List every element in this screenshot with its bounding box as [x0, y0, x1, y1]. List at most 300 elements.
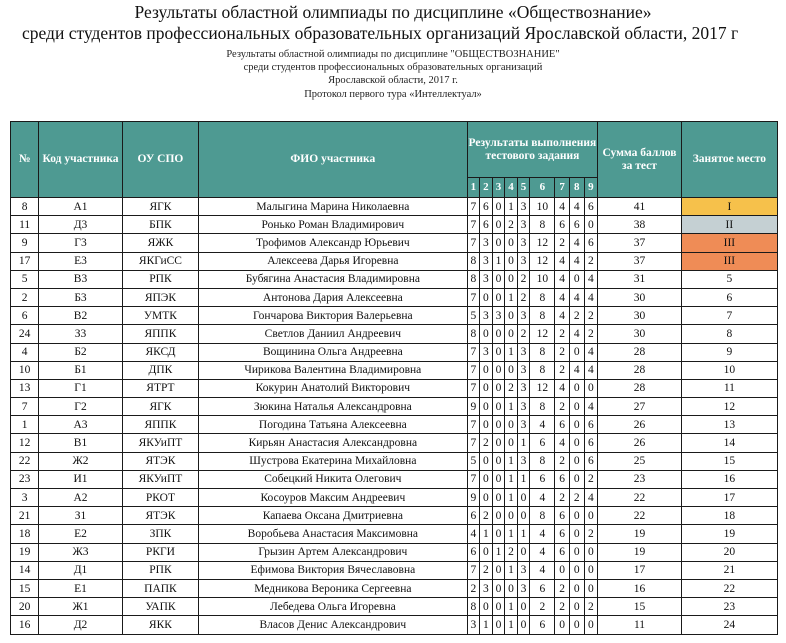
- cell-score: 0: [492, 270, 505, 288]
- cell-org: БПК: [122, 216, 198, 234]
- results-table: [10, 121, 778, 635]
- cell-score: 12: [530, 379, 555, 397]
- cell-score: 7: [467, 434, 480, 452]
- cell-sum: 22: [598, 489, 682, 507]
- cell-org: ЯГК: [122, 198, 198, 216]
- cell-score: 6: [480, 216, 493, 234]
- protocol-heading-line4: Протокол первого тура «Интеллектуал»: [304, 89, 482, 100]
- cell-score: 3: [517, 379, 530, 397]
- cell-score: 3: [517, 361, 530, 379]
- cell-score: 0: [492, 489, 505, 507]
- cell-code: Ж2: [39, 452, 123, 470]
- cell-place: II: [681, 216, 777, 234]
- column-header-code: Код участника: [39, 122, 123, 198]
- cell-code: В3: [39, 270, 123, 288]
- cell-score: 2: [530, 598, 555, 616]
- cell-code: Ж1: [39, 598, 123, 616]
- cell-score: 8: [530, 288, 555, 306]
- cell-score: 2: [467, 579, 480, 597]
- cell-score: 4: [569, 288, 584, 306]
- table-row: [11, 270, 778, 288]
- cell-code: Д2: [39, 616, 123, 634]
- cell-score: 3: [480, 234, 493, 252]
- cell-score: 0: [480, 470, 493, 488]
- cell-score: 1: [517, 525, 530, 543]
- cell-score: 9: [467, 398, 480, 416]
- cell-sum: 17: [598, 561, 682, 579]
- table-row: [11, 379, 778, 397]
- cell-score: 7: [467, 234, 480, 252]
- cell-sum: 22: [598, 507, 682, 525]
- cell-score: 2: [555, 489, 570, 507]
- cell-score: 0: [492, 361, 505, 379]
- cell-score: 4: [530, 525, 555, 543]
- cell-score: 0: [480, 325, 493, 343]
- cell-score: 3: [517, 234, 530, 252]
- cell-score: 3: [492, 307, 505, 325]
- cell-score: 0: [584, 543, 598, 561]
- cell-score: 3: [517, 579, 530, 597]
- cell-score: 1: [505, 343, 518, 361]
- cell-score: 2: [480, 507, 493, 525]
- cell-place: 9: [681, 343, 777, 361]
- cell-score: 0: [492, 234, 505, 252]
- cell-score: 3: [467, 616, 480, 634]
- cell-score: 7: [467, 198, 480, 216]
- cell-score: 0: [492, 198, 505, 216]
- table-row: [11, 525, 778, 543]
- cell-score: 4: [569, 252, 584, 270]
- cell-score: 2: [555, 398, 570, 416]
- cell-score: 0: [480, 416, 493, 434]
- cell-score: 2: [584, 307, 598, 325]
- cell-num: 18: [11, 525, 39, 543]
- protocol-heading-line1: Результаты областной олимпиады по дисциплине "ОБЩЕСТВОЗНАНИЕ": [226, 49, 560, 60]
- cell-score: 6: [555, 470, 570, 488]
- cell-score: 2: [480, 561, 493, 579]
- table-row: [11, 216, 778, 234]
- cell-org: ЯКУиПТ: [122, 434, 198, 452]
- cell-score: 6: [584, 416, 598, 434]
- cell-score: 2: [517, 288, 530, 306]
- cell-score: 2: [584, 598, 598, 616]
- cell-num: 23: [11, 470, 39, 488]
- cell-sum: 28: [598, 379, 682, 397]
- cell-fio: Воробьева Анастасия Максимовна: [199, 525, 468, 543]
- cell-score: 4: [584, 398, 598, 416]
- cell-place: 16: [681, 470, 777, 488]
- cell-code: Е2: [39, 525, 123, 543]
- cell-fio: Малыгина Марина Николаевна: [199, 198, 468, 216]
- cell-score: 5: [467, 307, 480, 325]
- cell-score: 0: [492, 452, 505, 470]
- cell-score: 8: [530, 507, 555, 525]
- cell-fio: Лебедева Ольга Игоревна: [199, 598, 468, 616]
- cell-score: 3: [480, 579, 493, 597]
- cell-score: 0: [517, 543, 530, 561]
- cell-score: 0: [492, 616, 505, 634]
- task-number-header: 7: [555, 178, 570, 198]
- cell-score: 4: [584, 343, 598, 361]
- cell-score: 7: [467, 561, 480, 579]
- cell-score: 0: [505, 252, 518, 270]
- cell-place: 11: [681, 379, 777, 397]
- cell-score: 3: [517, 252, 530, 270]
- cell-score: 0: [517, 507, 530, 525]
- cell-code: А3: [39, 416, 123, 434]
- cell-score: 3: [517, 398, 530, 416]
- document-subtitle: среди студентов профессиональных образовательных организаций Ярославской области, 2017 г: [22, 23, 739, 43]
- table-row: [11, 325, 778, 343]
- cell-sum: 28: [598, 361, 682, 379]
- table-row: [11, 579, 778, 597]
- cell-score: 1: [505, 561, 518, 579]
- cell-score: 0: [505, 325, 518, 343]
- cell-org: ЯПЭК: [122, 288, 198, 306]
- cell-score: 7: [467, 470, 480, 488]
- cell-score: 8: [530, 361, 555, 379]
- cell-fio: Вощинина Ольга Андреевна: [199, 343, 468, 361]
- cell-score: 2: [505, 379, 518, 397]
- cell-code: В1: [39, 434, 123, 452]
- task-number-header: 9: [584, 178, 598, 198]
- cell-score: 6: [555, 543, 570, 561]
- cell-score: 4: [555, 270, 570, 288]
- cell-code: Б2: [39, 343, 123, 361]
- cell-num: 17: [11, 252, 39, 270]
- cell-score: 0: [569, 598, 584, 616]
- cell-fio: Погодина Татьяна Алексеевна: [199, 416, 468, 434]
- cell-score: 2: [505, 216, 518, 234]
- cell-num: 14: [11, 561, 39, 579]
- cell-score: 0: [492, 398, 505, 416]
- cell-score: 2: [584, 252, 598, 270]
- cell-score: 6: [555, 216, 570, 234]
- cell-place: 8: [681, 325, 777, 343]
- cell-score: 0: [569, 507, 584, 525]
- cell-score: 1: [505, 398, 518, 416]
- cell-sum: 30: [598, 307, 682, 325]
- cell-score: 4: [530, 416, 555, 434]
- cell-score: 0: [480, 489, 493, 507]
- cell-org: РПК: [122, 270, 198, 288]
- cell-score: 0: [569, 434, 584, 452]
- cell-fio: Медникова Вероника Сергеевна: [199, 579, 468, 597]
- cell-score: 1: [505, 198, 518, 216]
- cell-place: 21: [681, 561, 777, 579]
- cell-score: 3: [480, 343, 493, 361]
- cell-place: 20: [681, 543, 777, 561]
- cell-place: 6: [681, 288, 777, 306]
- cell-score: 0: [517, 489, 530, 507]
- cell-score: 2: [569, 489, 584, 507]
- cell-score: 3: [517, 416, 530, 434]
- cell-code: В2: [39, 307, 123, 325]
- cell-sum: 31: [598, 270, 682, 288]
- cell-score: 0: [584, 579, 598, 597]
- cell-score: 12: [530, 252, 555, 270]
- cell-score: 8: [530, 343, 555, 361]
- cell-code: Б3: [39, 288, 123, 306]
- cell-num: 19: [11, 543, 39, 561]
- cell-score: 10: [530, 270, 555, 288]
- cell-score: 0: [480, 288, 493, 306]
- cell-org: УМТК: [122, 307, 198, 325]
- cell-num: 2: [11, 288, 39, 306]
- cell-score: 4: [569, 198, 584, 216]
- cell-num: 9: [11, 234, 39, 252]
- cell-score: 0: [505, 579, 518, 597]
- cell-sum: 30: [598, 288, 682, 306]
- cell-score: 2: [555, 598, 570, 616]
- cell-score: 0: [517, 598, 530, 616]
- cell-org: ЯКК: [122, 616, 198, 634]
- cell-score: 2: [555, 325, 570, 343]
- cell-score: 8: [467, 598, 480, 616]
- cell-fio: Кирьян Анастасия Александровна: [199, 434, 468, 452]
- cell-score: 6: [555, 507, 570, 525]
- cell-score: 1: [505, 489, 518, 507]
- task-number-header: 8: [569, 178, 584, 198]
- cell-score: 1: [492, 252, 505, 270]
- cell-score: 9: [467, 489, 480, 507]
- cell-score: 0: [505, 507, 518, 525]
- cell-sum: 28: [598, 343, 682, 361]
- cell-code: Г3: [39, 234, 123, 252]
- cell-score: 6: [555, 416, 570, 434]
- table-row: [11, 470, 778, 488]
- cell-score: 0: [569, 525, 584, 543]
- cell-score: 3: [480, 270, 493, 288]
- table-row: [11, 416, 778, 434]
- cell-sum: 37: [598, 234, 682, 252]
- cell-score: 8: [530, 216, 555, 234]
- column-header-results: Результаты выполнения тестового задания: [467, 122, 598, 178]
- cell-score: 6: [555, 525, 570, 543]
- cell-score: 1: [505, 598, 518, 616]
- cell-org: ДПК: [122, 361, 198, 379]
- cell-fio: Чирикова Валентина Владимировна: [199, 361, 468, 379]
- cell-sum: 25: [598, 452, 682, 470]
- cell-score: 8: [530, 307, 555, 325]
- cell-code: А2: [39, 489, 123, 507]
- cell-num: 13: [11, 379, 39, 397]
- cell-num: 5: [11, 270, 39, 288]
- task-number-header: 4: [505, 178, 518, 198]
- table-row: [11, 198, 778, 216]
- cell-sum: 38: [598, 216, 682, 234]
- cell-fio: Грызин Артем Александрович: [199, 543, 468, 561]
- cell-score: 1: [505, 470, 518, 488]
- cell-score: 0: [492, 416, 505, 434]
- cell-score: 0: [517, 616, 530, 634]
- cell-place: 12: [681, 398, 777, 416]
- cell-place: 24: [681, 616, 777, 634]
- column-header-place: Занятое место: [681, 122, 777, 198]
- cell-num: 7: [11, 398, 39, 416]
- cell-score: 6: [569, 216, 584, 234]
- cell-code: Д3: [39, 216, 123, 234]
- cell-score: 0: [480, 598, 493, 616]
- cell-score: 0: [569, 561, 584, 579]
- cell-score: 4: [530, 561, 555, 579]
- cell-score: 0: [569, 543, 584, 561]
- cell-org: ЗПК: [122, 525, 198, 543]
- cell-fio: Шустрова Екатерина Михайловна: [199, 452, 468, 470]
- cell-score: 3: [480, 252, 493, 270]
- cell-score: 0: [584, 379, 598, 397]
- cell-code: Г1: [39, 379, 123, 397]
- task-number-header: 2: [480, 178, 493, 198]
- cell-place: 14: [681, 434, 777, 452]
- cell-score: 3: [480, 307, 493, 325]
- cell-score: 0: [569, 579, 584, 597]
- cell-score: 2: [555, 361, 570, 379]
- cell-org: РПК: [122, 561, 198, 579]
- cell-score: 6: [530, 434, 555, 452]
- cell-score: 0: [492, 507, 505, 525]
- cell-score: 6: [584, 434, 598, 452]
- cell-score: 0: [492, 288, 505, 306]
- cell-sum: 16: [598, 579, 682, 597]
- cell-score: 0: [492, 525, 505, 543]
- cell-fio: Косоуров Максим Андреевич: [199, 489, 468, 507]
- cell-score: 2: [584, 325, 598, 343]
- table-row: [11, 361, 778, 379]
- cell-org: РКГИ: [122, 543, 198, 561]
- cell-score: 0: [569, 270, 584, 288]
- table-row: [11, 489, 778, 507]
- cell-fio: Алексеева Дарья Игоревна: [199, 252, 468, 270]
- cell-num: 22: [11, 452, 39, 470]
- cell-score: 0: [505, 361, 518, 379]
- cell-score: 4: [569, 361, 584, 379]
- cell-place: 17: [681, 489, 777, 507]
- cell-score: 3: [517, 452, 530, 470]
- cell-score: 4: [555, 252, 570, 270]
- cell-sum: 23: [598, 470, 682, 488]
- cell-score: 4: [530, 543, 555, 561]
- cell-score: 0: [505, 234, 518, 252]
- cell-score: 0: [492, 379, 505, 397]
- cell-num: 3: [11, 489, 39, 507]
- table-row: [11, 398, 778, 416]
- cell-score: 0: [555, 561, 570, 579]
- cell-num: 21: [11, 507, 39, 525]
- cell-score: 4: [555, 307, 570, 325]
- cell-score: 2: [555, 234, 570, 252]
- cell-score: 2: [480, 434, 493, 452]
- cell-code: Б1: [39, 361, 123, 379]
- cell-score: 0: [492, 434, 505, 452]
- cell-score: 0: [584, 561, 598, 579]
- cell-org: ЯТЭК: [122, 507, 198, 525]
- table-row: [11, 288, 778, 306]
- cell-fio: Власов Денис Александрович: [199, 616, 468, 634]
- cell-score: 0: [492, 470, 505, 488]
- cell-sum: 27: [598, 398, 682, 416]
- cell-score: 6: [530, 470, 555, 488]
- cell-num: 12: [11, 434, 39, 452]
- cell-num: 8: [11, 198, 39, 216]
- cell-score: 0: [492, 561, 505, 579]
- cell-num: 15: [11, 579, 39, 597]
- cell-num: 11: [11, 216, 39, 234]
- cell-score: 6: [584, 198, 598, 216]
- cell-score: 0: [492, 343, 505, 361]
- cell-place: 5: [681, 270, 777, 288]
- cell-score: 2: [584, 525, 598, 543]
- cell-org: ЯКУиПТ: [122, 470, 198, 488]
- cell-score: 1: [505, 616, 518, 634]
- cell-fio: Гончарова Виктория Валерьевна: [199, 307, 468, 325]
- cell-score: 2: [555, 452, 570, 470]
- cell-score: 0: [480, 361, 493, 379]
- cell-place: 23: [681, 598, 777, 616]
- cell-score: 4: [584, 489, 598, 507]
- cell-score: 4: [555, 379, 570, 397]
- cell-fio: Антонова Дария Алексеевна: [199, 288, 468, 306]
- table-row: [11, 434, 778, 452]
- cell-score: 1: [517, 434, 530, 452]
- table-row: [11, 543, 778, 561]
- cell-place: 15: [681, 452, 777, 470]
- task-number-header: 6: [530, 178, 555, 198]
- cell-score: 12: [530, 325, 555, 343]
- cell-org: ЯТЭК: [122, 452, 198, 470]
- cell-code: З3: [39, 325, 123, 343]
- cell-score: 2: [505, 543, 518, 561]
- cell-score: 4: [555, 434, 570, 452]
- cell-score: 0: [480, 398, 493, 416]
- document-title: Результаты областной олимпиады по дисциплине «Обществознание»: [134, 2, 652, 22]
- cell-code: Ж3: [39, 543, 123, 561]
- cell-fio: Собецкий Никита Олегович: [199, 470, 468, 488]
- cell-score: 3: [517, 216, 530, 234]
- cell-num: 6: [11, 307, 39, 325]
- cell-score: 0: [480, 452, 493, 470]
- cell-score: 2: [584, 470, 598, 488]
- cell-score: 4: [467, 525, 480, 543]
- cell-num: 16: [11, 616, 39, 634]
- cell-score: 1: [505, 288, 518, 306]
- table-row: [11, 561, 778, 579]
- cell-score: 1: [517, 470, 530, 488]
- cell-score: 0: [492, 598, 505, 616]
- cell-score: 3: [517, 343, 530, 361]
- cell-code: И1: [39, 470, 123, 488]
- cell-sum: 19: [598, 543, 682, 561]
- cell-code: Д1: [39, 561, 123, 579]
- cell-sum: 30: [598, 325, 682, 343]
- cell-fio: Зюкина Наталья Александровна: [199, 398, 468, 416]
- cell-score: 1: [505, 452, 518, 470]
- cell-score: 4: [569, 234, 584, 252]
- cell-fio: Ронько Роман Владимирович: [199, 216, 468, 234]
- cell-score: 2: [517, 270, 530, 288]
- protocol-heading-line2: среди студентов профессиональных образовательных организаций: [243, 62, 543, 73]
- cell-score: 6: [584, 234, 598, 252]
- cell-score: 0: [569, 379, 584, 397]
- cell-place: 22: [681, 579, 777, 597]
- cell-score: 7: [467, 416, 480, 434]
- cell-num: 24: [11, 325, 39, 343]
- cell-score: 4: [584, 270, 598, 288]
- cell-org: ЯГК: [122, 398, 198, 416]
- table-row: [11, 307, 778, 325]
- cell-score: 0: [505, 270, 518, 288]
- cell-score: 4: [584, 288, 598, 306]
